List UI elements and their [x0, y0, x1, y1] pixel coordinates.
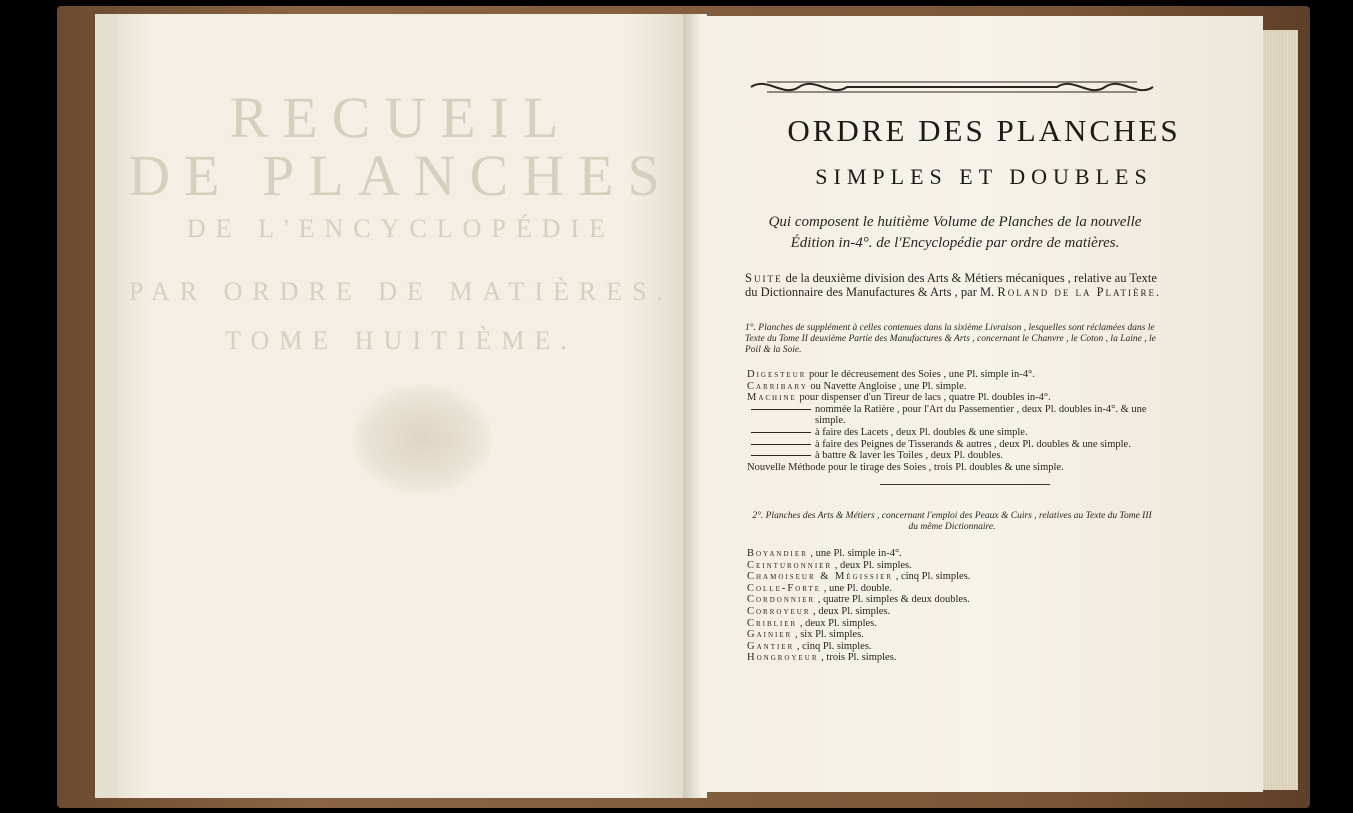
suite-author: Roland de la Platière.: [997, 285, 1162, 299]
list-item: [747, 462, 1157, 474]
entry-head: Carribary: [747, 380, 808, 392]
suite-text: de la deuxième division des Arts & Métiers mécaniques , relative au Texte du Dictionnaire des Manufactures & Arts , par M.: [745, 271, 1157, 299]
list-item: [747, 381, 1157, 393]
list-item: [747, 450, 1157, 462]
section-note-2: 2°. Planches des Arts & Métiers , concernant l'emploi des Peaux & Cuirs , relatives au Texte du Tome III du même Dictionnaire.: [752, 511, 1152, 532]
intro-text: Qui composent le huitième Volume de Planches de la nouvelle Édition in-4°. de l'Encyclopédie par ordre de matières.: [768, 214, 1142, 251]
entry-head: Hongroyeur: [747, 652, 819, 664]
section-note-1: 1°. Planches de supplément à celles contenues dans la sixième Livraison , lesquelles sont réclamées dans le Texte du Tome II deuxième Partie des Manufactures & Arts , concernant le Chanvre , le Coton , la Laine , le Poil & la Soie.: [745, 323, 1156, 355]
ditto-dash: [751, 432, 811, 433]
suite-paragraph: [745, 271, 1163, 299]
list-item: [747, 548, 1157, 560]
entry-head: Machine: [747, 392, 797, 404]
page-title: ORDRE DES PLANCHES: [787, 113, 1181, 148]
list-item: [747, 369, 1157, 381]
list-item: [747, 594, 1157, 606]
entry-text: , deux Pl. simples.: [832, 559, 912, 571]
ghost-title-line-3: DE L'ENCYCLOPÉDIE: [186, 214, 616, 243]
entry-text: à faire des Peignes de Tisserands & autres , deux Pl. doubles & une simple.: [815, 438, 1131, 450]
entry-head: Criblier: [747, 617, 798, 629]
entry-text: , deux Pl. simples.: [797, 617, 877, 629]
ghost-vignette: [352, 384, 492, 494]
list-item: [747, 404, 1157, 427]
list-item: [747, 652, 1157, 664]
left-page: [95, 14, 685, 798]
entry-head: Cordonnier: [747, 594, 816, 606]
entry-text: à battre & laver les Toiles , deux Pl. doubles.: [815, 450, 1004, 462]
book-gutter: [683, 14, 707, 798]
entry-text: à faire des Lacets , deux Pl. doubles & une simple.: [815, 426, 1028, 438]
entry-head: Chamoiseur & Mégissier: [747, 571, 894, 583]
list-item: [747, 427, 1157, 439]
list-item: [747, 618, 1157, 630]
ghost-title-line-5: TOME HUITIÈME.: [225, 326, 577, 355]
page-edges: [1262, 30, 1298, 790]
entry-head: Digesteur: [747, 369, 807, 380]
entry-text: , quatre Pl. simples & deux doubles.: [815, 594, 970, 606]
section-divider: [880, 484, 1050, 485]
list-item: [747, 571, 1157, 583]
entry-head: Gainier: [747, 629, 793, 641]
entry-text: Nouvelle Méthode pour le tirage des Soies , trois Pl. doubles & une simple.: [747, 461, 1064, 473]
list-item: [747, 439, 1157, 451]
suite-lead: Suite: [745, 271, 783, 285]
entry-text: pour dispenser d'un Tireur de lacs , quatre Pl. doubles in-4°.: [796, 392, 1051, 404]
entry-text: , trois Pl. simples.: [818, 652, 897, 664]
list-item: [747, 629, 1157, 641]
list-item: [747, 583, 1157, 595]
ghost-title-line-1: RECUEIL: [229, 85, 573, 150]
page-subtitle: SIMPLES ET DOUBLES: [815, 164, 1153, 189]
entry-text: , une Pl. double.: [821, 582, 892, 594]
entry-list-1: [747, 369, 1157, 473]
entry-head: Colle-Forte: [747, 582, 822, 594]
list-item: [747, 606, 1157, 618]
entry-list-2: [747, 548, 1157, 664]
ditto-dash: [751, 409, 811, 410]
entry-text: , cinq Pl. simples.: [893, 571, 971, 583]
ditto-dash: [751, 455, 811, 456]
entry-head: Boyandier: [747, 548, 808, 559]
entry-text: ou Navette Angloise , une Pl. simple.: [807, 380, 967, 392]
entry-head: Ceinturonnier: [747, 559, 833, 571]
list-item: [747, 392, 1157, 404]
ghost-title-line-4: PAR ORDRE DE MATIÈRES.: [128, 277, 674, 306]
entry-head: Gantier: [747, 640, 795, 652]
list-item: [747, 641, 1157, 653]
entry-text: , deux Pl. simples.: [810, 605, 891, 617]
list-item: [747, 560, 1157, 572]
entry-text: , six Pl. simples.: [792, 629, 864, 641]
headpiece-ornament: [747, 76, 1157, 98]
entry-text: pour le décreusement des Soies , une Pl. simple in-4°.: [806, 369, 1035, 380]
entry-text: nommée la Ratière , pour l'Art du Passementier , deux Pl. doubles in-4°. & une simple.: [815, 403, 1147, 427]
ditto-dash: [751, 444, 811, 445]
entry-text: , cinq Pl. simples.: [794, 640, 872, 652]
entry-text: , une Pl. simple in-4°.: [807, 548, 902, 559]
ghost-title-line-2: DE PLANCHES: [128, 143, 674, 208]
right-page: [705, 16, 1263, 792]
entry-head: Corroyeur: [747, 605, 811, 617]
